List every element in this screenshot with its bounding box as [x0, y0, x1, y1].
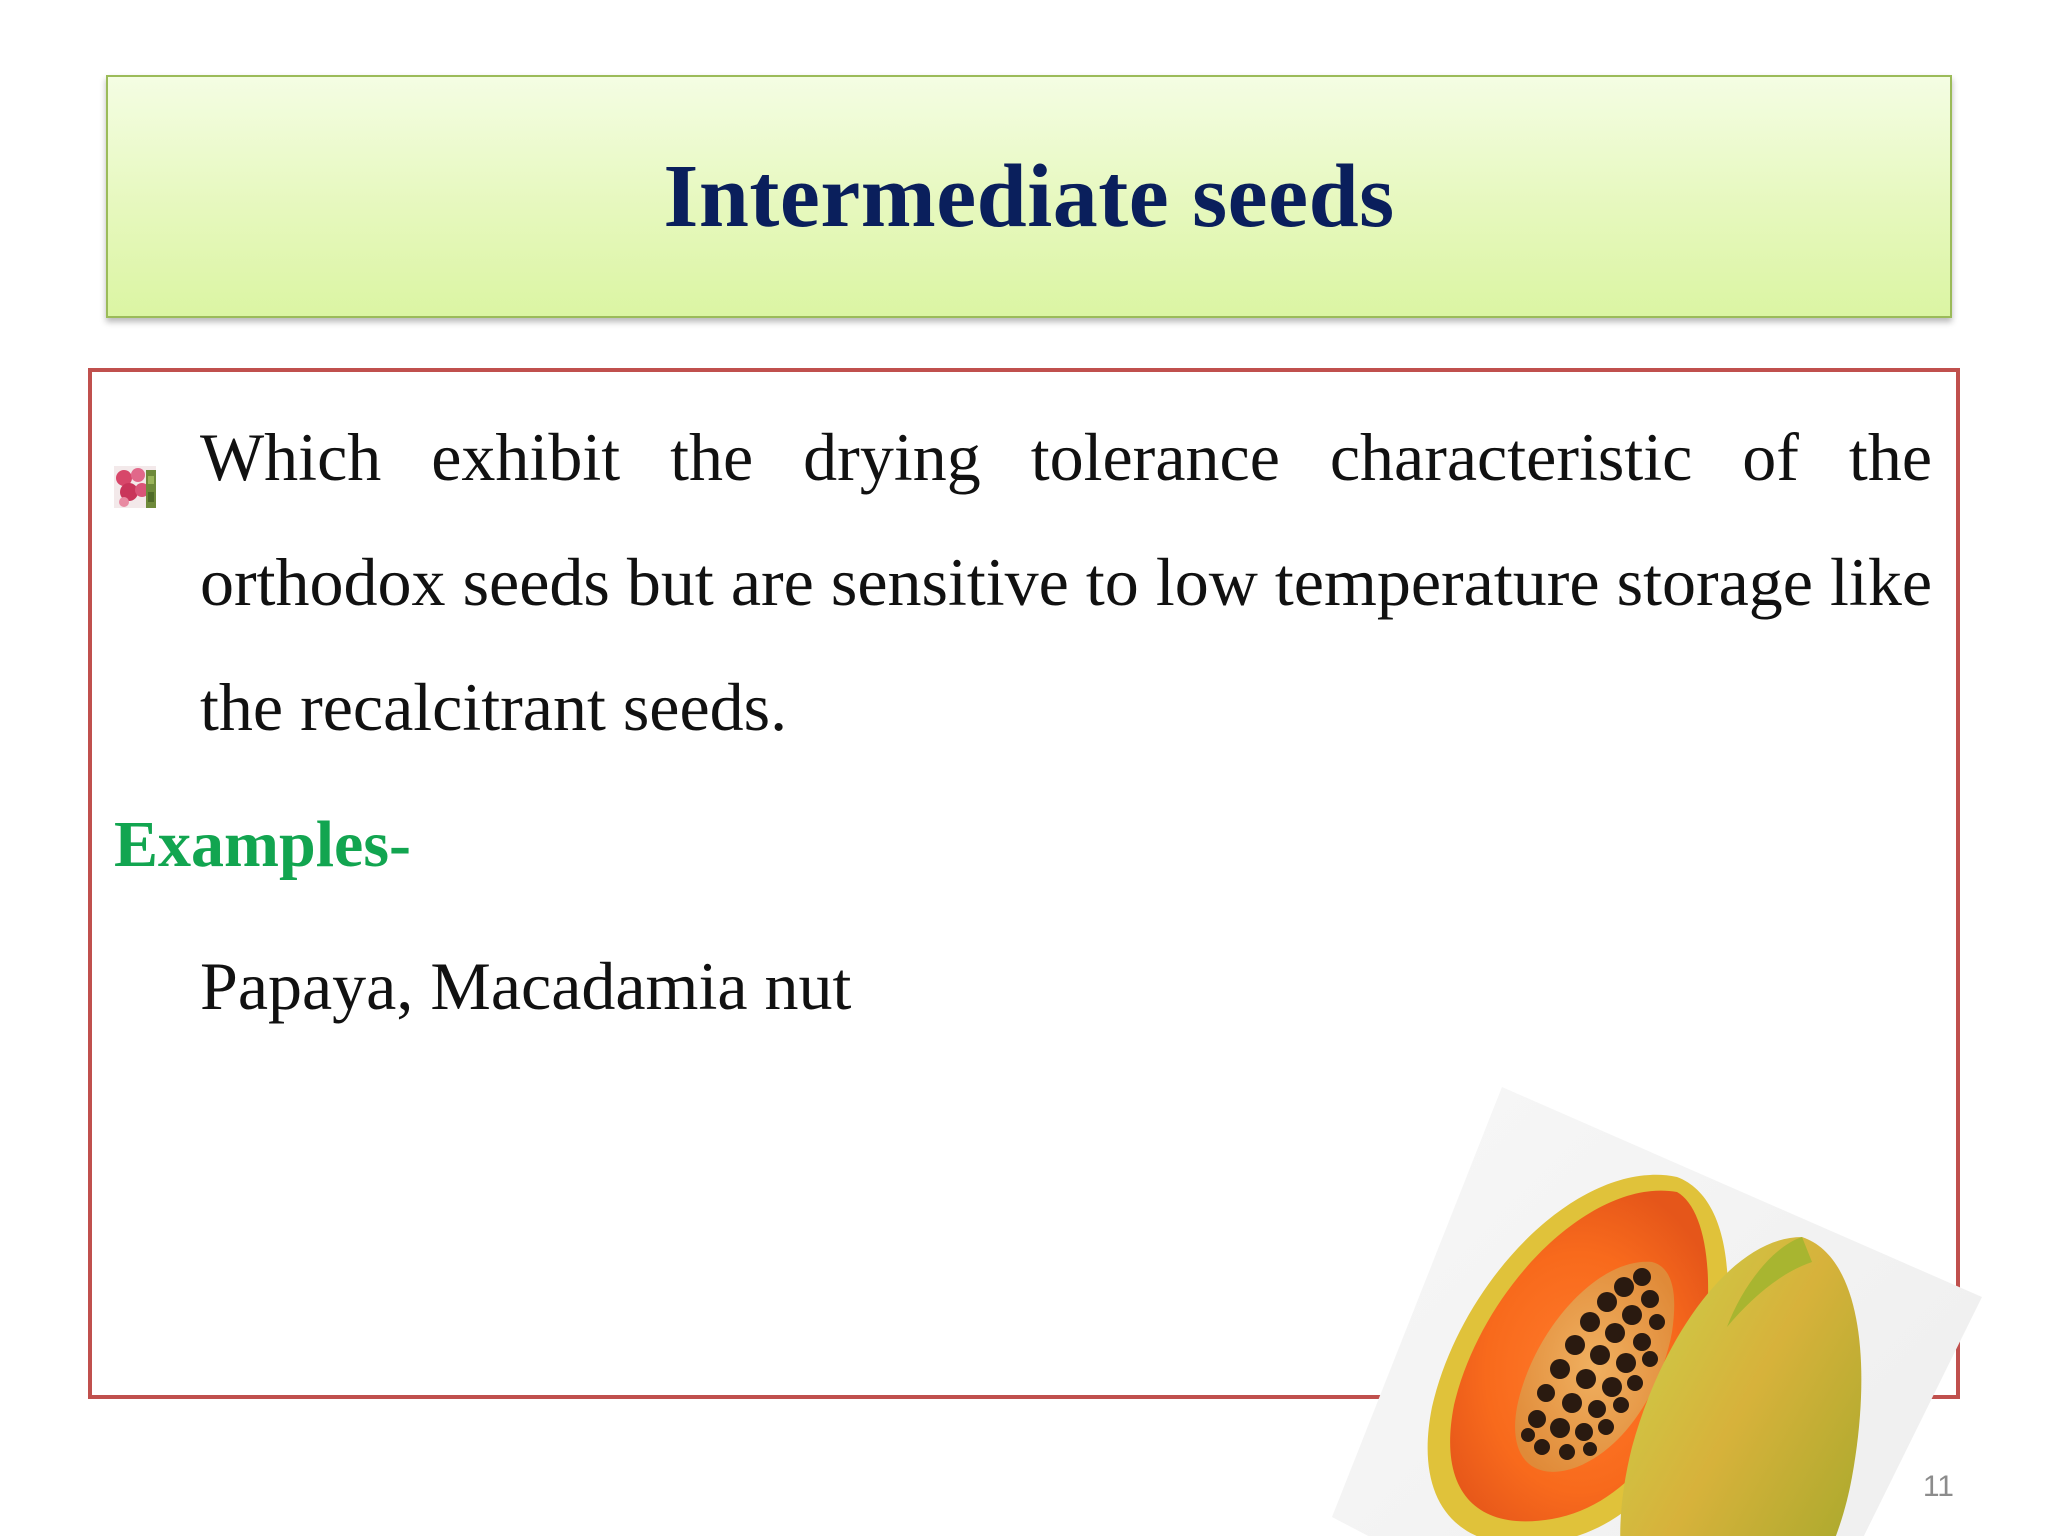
flower-bullet-icon [114, 466, 156, 508]
examples-heading: Examples- [114, 808, 411, 881]
slide-title: Intermediate seeds [663, 147, 1395, 246]
bullet-text: Which exhibit the drying tolerance characteristic of the orthodox seeds but are sensitive to low temperature storage like the recalcitrant seeds. [200, 419, 1932, 745]
title-box [106, 75, 1952, 318]
papaya-image [1332, 1087, 2002, 1536]
content-box [88, 368, 1960, 1399]
page-number: 11 [1922, 1470, 1954, 1503]
bullet-item [114, 410, 1932, 785]
examples-text: Papaya, Macadamia nut [200, 948, 852, 1024]
